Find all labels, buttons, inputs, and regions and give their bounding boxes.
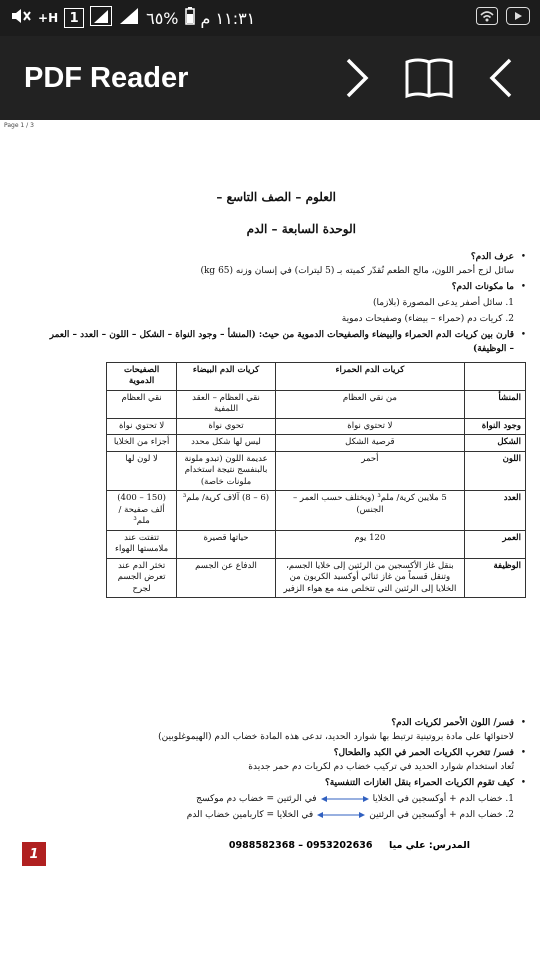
answer-destruction: تُعاد استخدام شوارد الحديد في تركيب خضاب دم لكريات دم حمر جديدة — [248, 762, 514, 772]
row-header: المنشأ — [465, 390, 526, 418]
table-cell: تحوي نواة — [177, 418, 276, 434]
chevron-left-icon[interactable] — [474, 51, 528, 105]
row-header: وجود النواة — [465, 418, 526, 434]
table-header-cell: الصفيحات الدموية — [107, 363, 177, 391]
table-header-row — [107, 363, 526, 391]
table-cell: لا لون لها — [107, 451, 177, 490]
table-header-cell: كريات الدم الحمراء — [275, 363, 464, 391]
question-destruction: فسر/ تتخرب الكريات الحمر في الكبد والطحال؟ — [333, 748, 514, 758]
bullet-icon: • — [520, 252, 526, 262]
row-header: العدد — [465, 491, 526, 530]
answer-red-color: لاحتوائها على مادة بروتينية ترتبط بها شوارد الحديد، تدعى هذه المادة خضاب الدم (الهيموغلوبين) — [158, 732, 514, 742]
reaction-1-right: في الرئتين = خضاب دم موكسج — [196, 794, 317, 804]
comparison-table — [106, 362, 526, 598]
row-header: اللون — [465, 451, 526, 490]
table-cell: نقي العظام – العقد اللمفية — [177, 390, 276, 418]
question-compare-line2: – الوظيفة) — [472, 344, 514, 354]
table-cell: تتفتت عند ملامستها الهواء — [107, 530, 177, 558]
table-header-cell: كريات الدم البيضاء — [177, 363, 276, 391]
table-cell: 5 ملايين كرية/ ملم³ (ويختلف حسب العمر – الجنس) — [275, 491, 464, 530]
table-row — [107, 451, 526, 490]
table-cell: قرصية الشكل — [275, 435, 464, 451]
question-red-color: فسر/ اللون الأحمر لكريات الدم؟ — [391, 718, 514, 728]
page-indicator: Page 1 / 3 — [4, 122, 34, 129]
wifi-icon — [476, 7, 498, 29]
reaction-2 — [187, 810, 514, 820]
reaction-1-left: 1. خضاب الدم + أوكسجين في الخلايا — [372, 794, 514, 804]
table-cell: من نقي العظام — [275, 390, 464, 418]
youtube-icon — [506, 7, 530, 29]
table-cell: حياتها قصيرة — [177, 530, 276, 558]
table-cell: لا تحتوي نواة — [275, 418, 464, 434]
table-cell: نقي العظام — [107, 390, 177, 418]
app-bar — [0, 36, 540, 120]
table-cell: أجزاء من الخلايا — [107, 435, 177, 451]
answer-define-blood: سائل لزج أحمر اللون، مالح الطعم تُقدّر كميته بـ (5 ليترات) في إنسان وزنه (65 kg) — [200, 266, 514, 276]
question-gas-transport: كيف تقوم الكريات الحمراء بنقل الغازات التنفسية؟ — [324, 778, 514, 788]
clock: ١١:٣١ م — [200, 8, 256, 28]
row-header: الشكل — [465, 435, 526, 451]
chevron-right-icon[interactable] — [330, 51, 384, 105]
table-row — [107, 418, 526, 434]
status-bar — [0, 0, 540, 36]
status-right — [476, 7, 530, 29]
network-type: H+ — [38, 11, 59, 25]
table-cell: 120 يوم — [275, 530, 464, 558]
table-cell: الدفاع عن الجسم — [177, 558, 276, 597]
signal-icon — [118, 6, 140, 30]
row-header: العمر — [465, 530, 526, 558]
question-blood-components: ما مكونات الدم؟ — [451, 282, 514, 292]
table-header-cell — [465, 363, 526, 391]
teacher-phones: 0988582368 – 0953202636 — [228, 840, 373, 851]
table-row — [107, 435, 526, 451]
status-left — [10, 6, 255, 30]
reaction-2-left: 2. خضاب الدم + أوكسجين في الرئتين — [369, 810, 514, 820]
page-number-badge: 1 — [22, 842, 46, 866]
table-cell: (6 – 8) آلاف كرية/ ملم³ — [177, 491, 276, 530]
reaction-2-right: في الخلايا = كاربامين خضاب الدم — [186, 810, 314, 820]
table-cell: لا تحتوي نواة — [107, 418, 177, 434]
app-title: PDF Reader — [24, 61, 189, 94]
teacher-name: المدرس: علي ميا — [389, 840, 470, 851]
table-row — [107, 491, 526, 530]
double-arrow-icon — [317, 811, 365, 819]
answer-component-2: 2. كريات دم (حمراء – بيضاء) وصفيحات دموية — [341, 314, 514, 324]
signal-boxed-icon — [90, 6, 112, 30]
table-cell: ليس لها شكل محدد — [177, 435, 276, 451]
table-cell: تخثر الدم عند تعرض الجسم لجرح — [107, 558, 177, 597]
question-define-blood: عرف الدم؟ — [470, 252, 514, 262]
table-cell: عديمة اللون (تبدو ملونة بالبنفسج نتيجة استخدام ملونات خاصة) — [177, 451, 276, 490]
pdf-page[interactable] — [0, 120, 540, 960]
table-row — [107, 530, 526, 558]
bullet-icon: • — [520, 282, 526, 292]
table-row — [107, 558, 526, 597]
sim-badge: 1 — [64, 8, 84, 28]
bullet-icon: • — [520, 748, 526, 758]
bullet-icon: • — [520, 778, 526, 788]
table-cell: (150 – 400) ألف صفيحة / ملم³ — [107, 491, 177, 530]
book-icon[interactable] — [402, 51, 456, 105]
mute-icon — [10, 7, 32, 29]
app-actions — [330, 51, 528, 105]
doc-title: العلوم – الصف التاسع – — [216, 190, 336, 204]
question-compare-line1: قارن بين كريات الدم الحمراء والبيضاء والصفيحات الدموية من حيث: (المنشأ – وجود النواة – الشكل – اللون – العدد – العمر — [49, 330, 514, 340]
bullet-icon: • — [520, 718, 526, 728]
row-header: الوظيفة — [465, 558, 526, 597]
table-cell: أحمر — [275, 451, 464, 490]
answer-component-1: 1. سائل أصفر يدعى المصورة (بلازما) — [372, 298, 514, 308]
table-cell: بنقل غاز الأكسجين من الرئتين إلى خلايا الجسم، وتنقل قسماً من غاز ثنائي أوكسيد الكربون من الخلايا إلى الرئتين التي تتخلص منه مع هواء الزفير — [275, 558, 464, 597]
footer-teacher — [229, 840, 470, 851]
bullet-icon: • — [520, 330, 526, 340]
battery-percent: %٦٥ — [146, 8, 179, 28]
double-arrow-icon — [321, 795, 369, 803]
battery-icon — [185, 7, 195, 29]
doc-subtitle: الوحدة السابعة – الدم — [246, 222, 356, 236]
reaction-1 — [196, 794, 514, 804]
table-row — [107, 390, 526, 418]
